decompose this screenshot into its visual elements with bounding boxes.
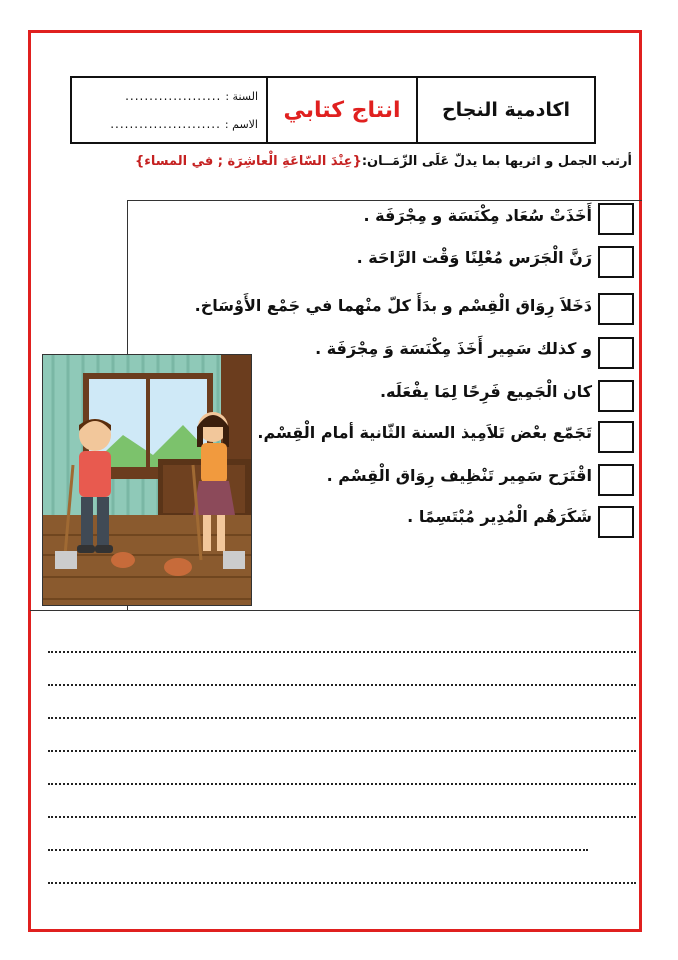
sentence-item: شَكَرَهُم الْمُدِير مُبْتَسِمًا . <box>407 507 592 526</box>
sentence-item: اقْتَرَح سَمِير تَنْظِيف رِوَاق الْقِسْم . <box>326 466 592 485</box>
sentence-item: دَخَلاَ رِوَاق الْقِسْم و بدَأَ كلّ منْهما في جَمْع الأَوْسَاخ. <box>194 296 592 315</box>
sentence-item: تَجَمّع بعْض تَلاَمِيذ السنة الثّانية أمام الْقِسْم. <box>257 423 592 442</box>
order-box[interactable] <box>598 293 634 325</box>
student-info <box>72 78 266 142</box>
writing-line[interactable] <box>48 752 636 785</box>
sentence-item: و كذلك سَمِير أَخَذَ مِكْنَسَة وَ مِجْرَفَة . <box>315 339 592 358</box>
sentence-item: أَخَذَتْ سُعَاد مِكْنَسَة و مِجْرَفَة . <box>363 206 592 225</box>
writing-line[interactable] <box>48 620 636 653</box>
writing-line[interactable] <box>48 818 588 851</box>
sentence-item: رَنَّ الْجَرَس مُعْلِنًا وَقْت الرَّاحَة . <box>356 248 592 267</box>
illustration-icon <box>42 354 252 606</box>
time-words: عِنْدَ السّاعَةِ الْعاشِرَة ; في المساء <box>144 154 353 169</box>
order-box[interactable] <box>598 246 634 278</box>
order-box[interactable] <box>598 506 634 538</box>
section-divider <box>30 610 640 611</box>
worksheet-title: انتاج كتابي <box>266 78 416 142</box>
year-label: السنة : <box>225 89 258 103</box>
instruction <box>86 154 632 169</box>
order-box[interactable] <box>598 421 634 453</box>
writing-line[interactable] <box>48 686 636 719</box>
order-box[interactable] <box>598 464 634 496</box>
writing-area[interactable] <box>48 620 636 884</box>
bracket-open: { <box>352 154 362 169</box>
writing-line[interactable] <box>48 653 636 686</box>
writing-line[interactable] <box>48 785 636 818</box>
bracket-close: } <box>134 154 145 169</box>
instruction-text: أرتب الجمل و اثريها بما يدلّ عَلَى الزّمَــان: <box>361 154 632 169</box>
order-box[interactable] <box>598 337 634 369</box>
academy-name: اكادمية النجاح <box>416 78 594 142</box>
year-row <box>80 82 258 110</box>
header-table <box>70 76 596 144</box>
name-label: الاسم : <box>224 117 258 131</box>
order-box[interactable] <box>598 380 634 412</box>
writing-line[interactable] <box>48 851 636 884</box>
year-field[interactable]: .................... <box>125 89 222 103</box>
sentence-item: كان الْجَمِيع فَرِحًا لِمَا يفْعَلَه. <box>379 382 592 401</box>
writing-line[interactable] <box>48 719 636 752</box>
name-row <box>80 110 258 138</box>
name-field[interactable]: ....................... <box>110 117 221 131</box>
order-box[interactable] <box>598 203 634 235</box>
